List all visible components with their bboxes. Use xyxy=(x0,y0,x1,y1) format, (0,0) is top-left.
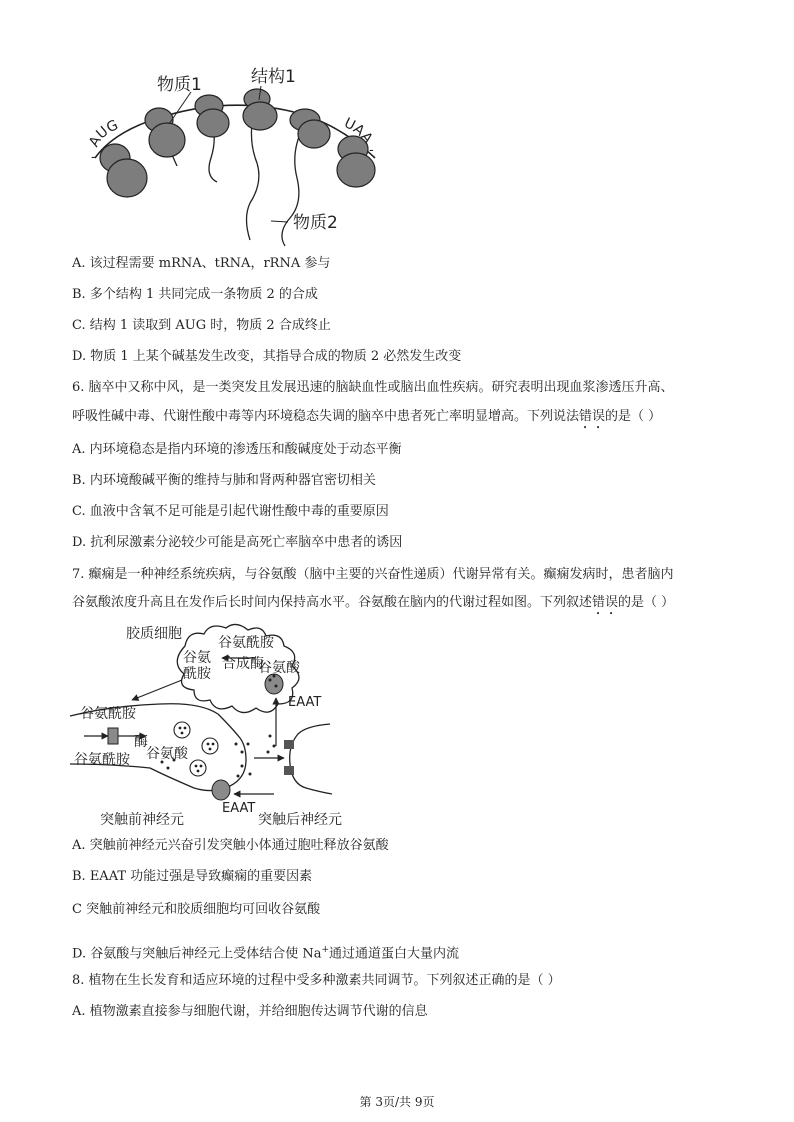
glutamine-top-label: 谷氨酰胺 xyxy=(218,635,274,651)
substance1-label: 物质1 xyxy=(157,75,202,95)
stop-codon-label: UAA xyxy=(341,115,376,147)
q7-emphasis-word: 错误 xyxy=(592,595,619,610)
structure1-label: 结构1 xyxy=(251,67,296,87)
q6-option-d: D. 抗利尿激素分泌较少可能是高死亡率脑卒中患者的诱因 xyxy=(72,535,403,550)
q5-option-d: D. 物质 1 上某个碱基发生改变，其指导合成的物质 2 必然发生改变 xyxy=(72,349,462,364)
svg-text:-: - xyxy=(369,143,374,158)
q6-stem-line2: 呼吸性碱中毒、代谢性酸中毒等内环境稳态失调的脑卒中患者死亡率明显增高。下列说法错误的是（ ） xyxy=(72,409,662,424)
q6-stem-line1: 6. 脑卒中又称中风，是一类突发且发展迅速的脑缺血性或脑出血性疾病。研究表明出现血浆渗透压升高、 xyxy=(72,380,674,395)
polypeptide-chains xyxy=(160,108,305,246)
glutamate-axon-label: 谷氨酸 xyxy=(146,746,188,762)
q5-option-a: A. 该过程需要 mRNA、tRNA，rRNA 参与 xyxy=(72,256,331,271)
q6-emphasis-word: 错误 xyxy=(579,409,606,424)
q7-stem-line1: 7. 癫痫是一种神经系统疾病，与谷氨酸（脑中主要的兴奋性递质）代谢异常有关。癫痫发病时，患者脑内 xyxy=(72,567,674,582)
q7-option-d: D. 谷氨酸与突触后神经元上受体结合使 Na+通过通道蛋白大量内流 xyxy=(72,945,460,962)
q5-option-b: B. 多个结构 1 共同完成一条物质 2 的合成 xyxy=(72,287,318,302)
eaat-top-label: EAAT xyxy=(288,695,322,710)
q5-option-c: C. 结构 1 读取到 AUG 时，物质 2 合成终止 xyxy=(72,318,331,333)
page-number: 第 3页/共 9页 xyxy=(359,1095,435,1109)
glutamate-top-label: 谷氨酸 xyxy=(258,660,300,676)
q6-option-c: C. 血液中含氧不足可能是引起代谢性酸中毒的重要原因 xyxy=(72,504,389,519)
glutamine-left-label: 谷氨酰胺 xyxy=(80,706,136,722)
q7-stem-line2: 谷氨酸浓度升高且在发作后长时间内保持高水平。谷氨酸在脑内的代谢过程如图。下列叙述错误的是（ ） xyxy=(72,595,675,610)
enzyme-label: 酶 xyxy=(134,734,148,750)
q8-stem: 8. 植物在生长发育和适应环境的过程中受多种激素共同调节。下列叙述正确的是（ ） xyxy=(72,973,561,988)
q6-option-b: B. 内环境酸碱平衡的维持与肺和肾两种器官密切相关 xyxy=(72,473,376,488)
mrna-strand xyxy=(95,105,375,158)
q7-option-c: C 突触前神经元和胶质细胞均可回收谷氨酸 xyxy=(72,902,321,917)
q7-option-b: B. EAAT 功能过强是导致癫痫的重要因素 xyxy=(72,869,313,884)
synthase-label-3: 酰胺 xyxy=(183,666,211,682)
presynaptic-label: 突触前神经元 xyxy=(100,812,184,828)
q7-option-a: A. 突触前神经元兴奋引发突触小体通过胞吐释放谷氨酸 xyxy=(72,838,389,853)
postsynaptic-terminal xyxy=(290,724,332,794)
synthase-label-2: 合成酶 xyxy=(222,656,264,672)
receptors xyxy=(284,740,294,775)
glutamine-axon-label: 谷氨酰胺 xyxy=(74,752,130,768)
translation-figure xyxy=(85,58,385,248)
q6-option-a: A. 内环境稳态是指内环境的渗透压和酸碱度处于动态平衡 xyxy=(72,442,402,457)
start-codon-label: AUG xyxy=(86,117,121,150)
glial-cell-label: 胶质细胞 xyxy=(126,626,182,642)
eaat-bottom-label: EAAT xyxy=(222,801,256,816)
postsynaptic-label: 突触后神经元 xyxy=(258,812,342,828)
synthase-label-1: 谷氨 xyxy=(183,650,211,666)
svg-text:-: - xyxy=(91,150,96,165)
q8-option-a: A. 植物激素直接参与细胞代谢，并给细胞传达调节代谢的信息 xyxy=(72,1004,428,1019)
substance2-label: 物质2 xyxy=(293,213,338,233)
glutamate-metabolism-figure xyxy=(70,618,360,830)
